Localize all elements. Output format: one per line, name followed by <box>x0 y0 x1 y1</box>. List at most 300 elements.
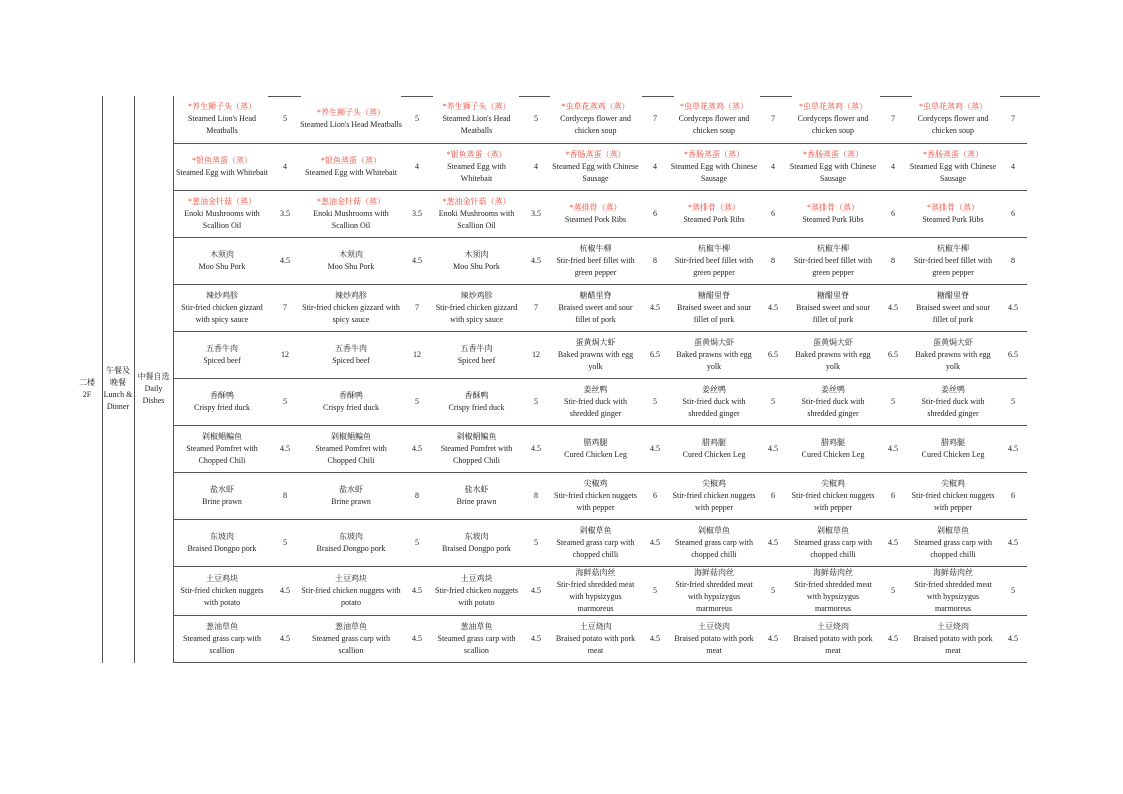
dish-name-en: Steamed Lion's Head Meatballs <box>442 114 511 136</box>
dish-price: 7 <box>771 114 775 124</box>
dish-name-cn: 东坡肉 <box>464 531 489 541</box>
dish-price: 4.5 <box>879 425 907 472</box>
dish-price: 5 <box>759 378 787 425</box>
dish-cell <box>431 472 522 519</box>
dish-name-en: Cordyceps flower and chicken soup <box>678 114 750 136</box>
dish-cell <box>907 331 999 378</box>
dish-price: 6 <box>759 472 787 519</box>
dish-cell <box>431 284 522 331</box>
menu-row <box>72 284 1027 331</box>
dish-name-en: Steamed Egg with Chinese Sausage <box>670 161 758 183</box>
dish-cell <box>669 472 759 519</box>
dish-name-cn: 腊鸡腿 <box>583 437 608 447</box>
dish-cell <box>787 378 879 425</box>
dish-name-en: Steamed Egg with Chinese Sausage <box>789 161 877 183</box>
dish-cell <box>431 237 522 284</box>
dish-cell <box>550 472 641 519</box>
dish-name-cn: *蒸排骨（蒸） <box>569 202 622 212</box>
meal-cell <box>102 96 134 662</box>
dish-cell <box>669 96 759 143</box>
dish-name-cn: 辣炒鸡胗 <box>206 290 238 300</box>
dish-price: 8 <box>271 472 299 519</box>
dish-cell <box>299 237 403 284</box>
dish-name-en: Steamed grass carp with chopped chilli <box>914 537 992 559</box>
dish-cell <box>669 519 759 566</box>
dish-cell <box>550 615 641 662</box>
dish-name-cn: *葱油金针菇（蒸） <box>317 196 385 206</box>
dish-price: 12 <box>522 331 550 378</box>
dish-cell <box>787 237 879 284</box>
dish-price: 4.5 <box>759 615 787 662</box>
dish-name-en: Cured Chicken Leg <box>682 449 746 459</box>
dish-name-en: Steamed Egg with Whitebait <box>175 167 269 177</box>
dish-price: 6.5 <box>759 331 787 378</box>
dish-name-en: Stir-fried chicken gizzard with spicy sauce <box>181 302 263 324</box>
dish-cell <box>173 190 271 237</box>
dish-name-en: Enoki Mushrooms with Scallion Oil <box>184 208 260 230</box>
dish-price: 6 <box>759 190 787 237</box>
dish-cell <box>173 566 271 615</box>
dish-name-cn: *虫草花蒸鸡（蒸） <box>680 102 748 112</box>
dish-cell <box>787 190 879 237</box>
dish-price: 5 <box>879 566 907 615</box>
dish-name-cn: 海鲜菇肉丝 <box>694 567 734 577</box>
dish-cell <box>299 284 403 331</box>
dish-price: 7 <box>271 284 299 331</box>
dish-name-cn: 辣炒鸡胗 <box>460 290 493 300</box>
dish-cell <box>787 519 879 566</box>
dish-cell <box>907 519 999 566</box>
dish-cell <box>431 378 522 425</box>
dish-name-en: Spiced beef <box>203 355 241 365</box>
dish-price: 4 <box>403 143 431 190</box>
dish-name-cn: *蒸排骨（蒸） <box>688 202 740 212</box>
dish-price: 4.5 <box>999 615 1027 662</box>
dish-name-en: Stir-fried chicken nuggets with potato <box>301 585 401 607</box>
dish-name-cn: 姜丝鸭 <box>583 384 608 394</box>
dish-price: 4 <box>759 143 787 190</box>
dish-name-cn: 腊鸡腿 <box>941 437 965 447</box>
dish-name-cn: 剁椒鲳鳊鱼 <box>202 431 242 441</box>
dish-cell <box>669 331 759 378</box>
category-cell-cn: 中餐自选 <box>137 372 170 381</box>
dish-cell <box>669 143 759 190</box>
dish-name-en: Steamed Egg with Chinese Sausage <box>552 161 639 183</box>
dish-price: 6.5 <box>641 331 669 378</box>
dish-cell <box>669 615 759 662</box>
dish-price: 5 <box>403 378 431 425</box>
dish-name-en: Crispy fried duck <box>448 402 505 412</box>
dish-name-cn: 尖椒鸡 <box>702 478 726 488</box>
dish-cell <box>431 519 522 566</box>
dish-price: 4.5 <box>403 566 431 615</box>
dish-price: 7 <box>653 114 657 124</box>
dish-name-cn: 香酥鸭 <box>339 390 363 400</box>
dish-cell <box>299 425 403 472</box>
dish-name-en: Stir-fried beef fillet with green pepper <box>913 255 993 277</box>
dish-price: 4.5 <box>641 284 669 331</box>
dish-cell <box>669 566 759 615</box>
dish-price: 8 <box>522 472 550 519</box>
dish-cell <box>431 96 522 143</box>
dish-name-en: Braised Dongpo pork <box>316 543 386 553</box>
dish-name-cn: 杭椒牛柳 <box>579 243 612 253</box>
dish-name-en: Braised sweet and sour fillet of pork <box>916 302 990 324</box>
dish-price: 7 <box>1011 114 1015 124</box>
dish-cell <box>907 425 999 472</box>
dish-name-cn: 腊鸡腿 <box>821 437 845 447</box>
dish-price: 4.5 <box>271 566 299 615</box>
menu-row <box>72 96 1027 143</box>
dish-cell <box>907 472 999 519</box>
dish-name-cn: 剁椒鲳鳊鱼 <box>331 431 371 441</box>
dish-name-cn: 葱油草鱼 <box>206 621 238 631</box>
dish-name-cn: 剁椒草鱼 <box>698 525 730 535</box>
dish-name-en: Braised Dongpo pork <box>187 543 257 553</box>
dish-name-en: Braised sweet and sour fillet of pork <box>558 302 633 324</box>
dish-price: 5 <box>879 378 907 425</box>
dish-name-en: Moo Shu Pork <box>327 261 375 271</box>
dish-price: 6 <box>879 472 907 519</box>
dish-name-en: Brine prawn <box>331 496 371 506</box>
dish-price: 4.5 <box>403 237 431 284</box>
dish-name-cn: *香肠蒸蛋（蒸） <box>803 149 863 159</box>
floor-cell-en: 2F <box>82 390 92 399</box>
dish-price: 5 <box>641 378 669 425</box>
category-cell <box>134 96 173 662</box>
dish-name-cn: 腊鸡腿 <box>702 437 726 447</box>
dish-cell <box>669 190 759 237</box>
dish-name-cn: 蛋黄焗大虾 <box>575 337 616 347</box>
dish-name-en: Steamed grass carp with chopped chilli <box>794 537 872 559</box>
dish-name-en: Baked prawns with egg yolk <box>676 349 752 371</box>
dish-name-cn: 木须肉 <box>210 249 234 259</box>
dish-cell <box>299 143 403 190</box>
dish-price: 4.5 <box>999 519 1027 566</box>
dish-name-en: Steamed Egg with Whitebait <box>447 161 506 183</box>
dish-name-cn: 盐水虾 <box>210 484 234 494</box>
dish-name-en: Stir-fried duck with shredded ginger <box>564 396 627 418</box>
dish-price: 5 <box>271 378 299 425</box>
dish-name-en: Baked prawns with egg yolk <box>557 349 634 371</box>
menu-row <box>72 190 1027 237</box>
dish-cell <box>787 425 879 472</box>
category-cell-en: Daily Dishes <box>142 384 165 405</box>
dish-name-cn: 盐水虾 <box>464 484 489 494</box>
dish-price: 7 <box>403 284 431 331</box>
dish-name-en: Cured Chicken Leg <box>564 449 627 459</box>
dish-name-cn: 尖椒鸡 <box>821 478 845 488</box>
dish-cell <box>173 284 271 331</box>
dish-cell <box>669 237 759 284</box>
dish-cell <box>173 143 271 190</box>
dish-name-en: Steamed Lion's Head Meatballs <box>300 120 402 130</box>
dish-name-en: Stir-fried chicken nuggets with pepper <box>791 490 875 512</box>
dish-name-cn: 五香牛肉 <box>206 343 238 353</box>
dish-name-cn: 辣炒鸡胗 <box>335 290 367 300</box>
dish-cell <box>173 331 271 378</box>
dish-cell <box>550 237 641 284</box>
dish-name-en: Steamed grass carp with scallion <box>437 633 516 655</box>
dish-cell <box>550 143 641 190</box>
dish-name-cn: *香肠蒸蛋（蒸） <box>565 149 626 159</box>
dish-cell <box>173 615 271 662</box>
dish-name-cn: 尖椒鸡 <box>941 478 965 488</box>
dish-cell <box>787 331 879 378</box>
dish-cell <box>787 96 879 143</box>
dish-cell <box>173 472 271 519</box>
dish-name-en: Baked prawns with egg yolk <box>915 349 991 371</box>
dish-name-en: Steamed Pomfret with Chopped Chili <box>440 443 513 465</box>
dish-price: 4.5 <box>522 566 550 615</box>
menu-table <box>72 96 1027 663</box>
dish-cell <box>550 566 641 615</box>
dish-cell <box>299 378 403 425</box>
dish-cell <box>431 143 522 190</box>
dish-price: 5 <box>522 378 550 425</box>
dish-price: 5 <box>271 519 299 566</box>
floor-cell <box>72 96 102 662</box>
dish-name-cn: *香肠蒸蛋（蒸） <box>684 149 744 159</box>
dish-cell <box>431 615 522 662</box>
dish-cell <box>299 96 403 143</box>
dish-name-cn: 盐水虾 <box>339 484 363 494</box>
dish-price: 4.5 <box>759 284 787 331</box>
menu-row <box>72 519 1027 566</box>
dish-price: 8 <box>641 237 669 284</box>
dish-name-cn: 糖醋里脊 <box>698 290 730 300</box>
dish-name-cn: 糖醋里脊 <box>937 290 969 300</box>
dish-name-en: Steamed grass carp with scallion <box>183 633 261 655</box>
dish-name-cn: 糖醋里脊 <box>817 290 849 300</box>
dish-price: 3.5 <box>403 190 431 237</box>
dish-price: 4 <box>999 143 1027 190</box>
dish-name-en: Braised potato with pork meat <box>555 633 636 655</box>
dish-cell <box>787 615 879 662</box>
dish-price: 6 <box>641 190 669 237</box>
dish-name-en: Braised potato with pork meat <box>913 633 993 655</box>
dish-name-en: Stir-fried chicken nuggets with potato <box>180 585 264 607</box>
dish-name-cn: *虫草花蒸鸡（蒸） <box>561 102 630 112</box>
dish-name-en: Braised Dongpo pork <box>442 543 511 553</box>
dish-cell <box>550 331 641 378</box>
dish-cell <box>173 425 271 472</box>
dish-cell <box>173 378 271 425</box>
dish-price: 4.5 <box>522 237 550 284</box>
dish-cell <box>787 143 879 190</box>
dish-price: 4.5 <box>879 615 907 662</box>
dish-name-cn: 蛋黄焗大虾 <box>813 337 853 347</box>
dish-price: 4.5 <box>522 615 550 662</box>
dish-name-en: Stir-fried chicken nuggets with pepper <box>911 490 995 512</box>
dish-cell <box>907 566 999 615</box>
dish-name-en: Stir-fried chicken nuggets with potato <box>435 585 518 607</box>
dish-name-en: Stir-fried shredded meat with hypsizygus marmoreus <box>556 579 635 613</box>
dish-cell <box>907 190 999 237</box>
dish-name-en: Braised potato with pork meat <box>793 633 873 655</box>
dish-price: 12 <box>271 331 299 378</box>
menu-row <box>72 143 1027 190</box>
dish-name-en: Stir-fried chicken nuggets with pepper <box>672 490 756 512</box>
dish-price: 5 <box>522 519 550 566</box>
dish-name-en: Crispy fried duck <box>323 402 379 412</box>
dish-name-cn: 木须肉 <box>339 249 363 259</box>
dish-price: 6 <box>999 190 1027 237</box>
dish-name-en: Cordyceps flower and chicken soup <box>560 114 631 136</box>
dish-cell <box>907 237 999 284</box>
dish-price: 4.5 <box>271 237 299 284</box>
dish-cell <box>173 96 271 143</box>
dish-cell <box>299 190 403 237</box>
dish-name-en: Stir-fried chicken gizzard with spicy sauce <box>435 302 518 324</box>
dish-name-en: Steamed grass carp with chopped chilli <box>675 537 753 559</box>
dish-price: 6 <box>641 472 669 519</box>
dish-name-cn: 剁椒草鱼 <box>937 525 969 535</box>
dish-name-en: Steamed grass carp with scallion <box>312 633 390 655</box>
dish-price: 6.5 <box>999 331 1027 378</box>
dish-name-cn: 土豆烧肉 <box>817 621 849 631</box>
dish-price: 6 <box>879 190 907 237</box>
dish-name-en: Stir-fried beef fillet with green pepper <box>793 255 873 277</box>
dish-name-cn: 剁椒草鱼 <box>579 525 612 535</box>
dish-price: 4.5 <box>403 425 431 472</box>
dish-price: 12 <box>403 331 431 378</box>
dish-cell <box>299 615 403 662</box>
dish-name-cn: 东坡肉 <box>210 531 234 541</box>
dish-name-en: Stir-fried shredded meat with hypsizygus marmoreus <box>914 579 992 613</box>
dish-name-cn: 海鲜菇肉丝 <box>933 567 973 577</box>
dish-price: 5 <box>403 519 431 566</box>
dish-price: 5 <box>641 566 669 615</box>
dish-name-cn: 姜丝鸭 <box>702 384 726 394</box>
dish-name-cn: 姜丝鸭 <box>941 384 965 394</box>
dish-name-cn: 姜丝鸭 <box>821 384 845 394</box>
dish-cell <box>669 284 759 331</box>
dish-name-en: Spiced beef <box>457 355 496 365</box>
dish-name-cn: 东坡肉 <box>339 531 363 541</box>
dish-name-en: Stir-fried duck with shredded ginger <box>682 396 746 418</box>
dish-price: 4.5 <box>759 519 787 566</box>
dish-name-cn: 剁椒鲳鳊鱼 <box>456 431 497 441</box>
dish-name-cn: 海鲜菇肉丝 <box>813 567 853 577</box>
dish-name-cn: 糖醋里脊 <box>579 290 612 300</box>
dish-name-en: Steamed Pork Ribs <box>922 214 984 224</box>
meal-cell-en: Lunch & Dinner <box>103 390 133 411</box>
dish-name-cn: 蛋黄焗大虾 <box>694 337 734 347</box>
dish-name-en: Steamed Lion's Head Meatballs <box>187 114 257 136</box>
dish-price: 3.5 <box>522 190 550 237</box>
dish-name-cn: 杭椒牛柳 <box>817 243 849 253</box>
dish-name-cn: *银鱼蒸蛋（蒸） <box>192 155 252 165</box>
dish-name-en: Brine prawn <box>202 496 242 506</box>
dish-name-en: Stir-fried shredded meat with hypsizygus marmoreus <box>675 579 753 613</box>
dish-name-en: Steamed Pomfret with Chopped Chili <box>315 443 387 465</box>
dish-name-cn: 杭椒牛柳 <box>937 243 969 253</box>
dish-cell <box>669 425 759 472</box>
menu-row <box>72 378 1027 425</box>
dish-price: 5 <box>999 378 1027 425</box>
dish-name-en: Moo Shu Pork <box>453 261 500 271</box>
dish-name-en: Cured Chicken Leg <box>921 449 985 459</box>
dish-price: 4.5 <box>641 519 669 566</box>
dish-name-cn: 剁椒草鱼 <box>817 525 849 535</box>
dish-cell <box>550 378 641 425</box>
dish-price: 4 <box>271 143 299 190</box>
dish-name-cn: 海鲜菇肉丝 <box>575 567 616 577</box>
dish-name-cn: *银鱼蒸蛋（蒸） <box>446 149 507 159</box>
dish-cell <box>173 519 271 566</box>
dish-name-en: Crispy fried duck <box>194 402 250 412</box>
dish-price: 4.5 <box>522 425 550 472</box>
dish-price: 4.5 <box>879 519 907 566</box>
dish-cell <box>787 284 879 331</box>
dish-name-en: Steamed Pork Ribs <box>802 214 864 224</box>
dish-name-cn: *虫草花蒸鸡（蒸） <box>919 102 987 112</box>
dish-name-en: Steamed Egg with Chinese Sausage <box>909 161 997 183</box>
dish-name-en: Braised sweet and sour fillet of pork <box>796 302 870 324</box>
dish-name-cn: *养生狮子头（蒸） <box>317 108 385 118</box>
dish-cell <box>431 566 522 615</box>
dish-name-en: Steamed Pomfret with Chopped Chili <box>186 443 258 465</box>
dish-name-en: Braised sweet and sour fillet of pork <box>677 302 751 324</box>
dish-cell <box>907 284 999 331</box>
dish-name-cn: 土豆鸡块 <box>335 573 367 583</box>
menu-row <box>72 331 1027 378</box>
dish-name-cn: 杭椒牛柳 <box>698 243 730 253</box>
dish-name-en: Stir-fried beef fillet with green pepper <box>556 255 635 277</box>
dish-cell <box>669 378 759 425</box>
floor-cell-cn: 二楼 <box>79 378 95 387</box>
dish-name-cn: 土豆烧肉 <box>579 621 612 631</box>
dish-name-cn: 葱油草鱼 <box>335 621 367 631</box>
dish-cell <box>907 378 999 425</box>
dish-price: 5 <box>415 114 419 124</box>
dish-name-en: Stir-fried duck with shredded ginger <box>801 396 865 418</box>
dish-name-cn: 五香牛肉 <box>460 343 493 353</box>
dish-price: 4.5 <box>759 425 787 472</box>
dish-name-en: Baked prawns with egg yolk <box>795 349 871 371</box>
dish-price: 5 <box>534 114 538 124</box>
dish-price: 8 <box>879 237 907 284</box>
dish-name-cn: 尖椒鸡 <box>583 478 608 488</box>
dish-price: 7 <box>891 114 895 124</box>
dish-cell <box>787 566 879 615</box>
menu-row <box>72 425 1027 472</box>
dish-name-cn: 土豆鸡块 <box>460 573 493 583</box>
dish-price: 4.5 <box>999 284 1027 331</box>
dish-cell <box>431 425 522 472</box>
dish-price: 4.5 <box>641 615 669 662</box>
dish-name-en: Cordyceps flower and chicken soup <box>797 114 869 136</box>
dish-name-en: Cured Chicken Leg <box>801 449 865 459</box>
dish-cell <box>299 519 403 566</box>
dish-price: 4.5 <box>271 425 299 472</box>
dish-cell <box>299 472 403 519</box>
dish-price: 4 <box>641 143 669 190</box>
dish-cell <box>550 190 641 237</box>
dish-cell <box>550 284 641 331</box>
dish-price: 4.5 <box>999 425 1027 472</box>
dish-price: 3.5 <box>271 190 299 237</box>
dish-price: 8 <box>759 237 787 284</box>
dish-name-cn: *虫草花蒸鸡（蒸） <box>799 102 867 112</box>
dish-cell <box>907 143 999 190</box>
dish-cell <box>173 237 271 284</box>
dish-cell <box>299 566 403 615</box>
dish-name-cn: 香酥鸭 <box>464 390 489 400</box>
dish-name-cn: *养生狮子头（蒸） <box>442 102 511 112</box>
dish-name-cn: 土豆烧肉 <box>937 621 969 631</box>
